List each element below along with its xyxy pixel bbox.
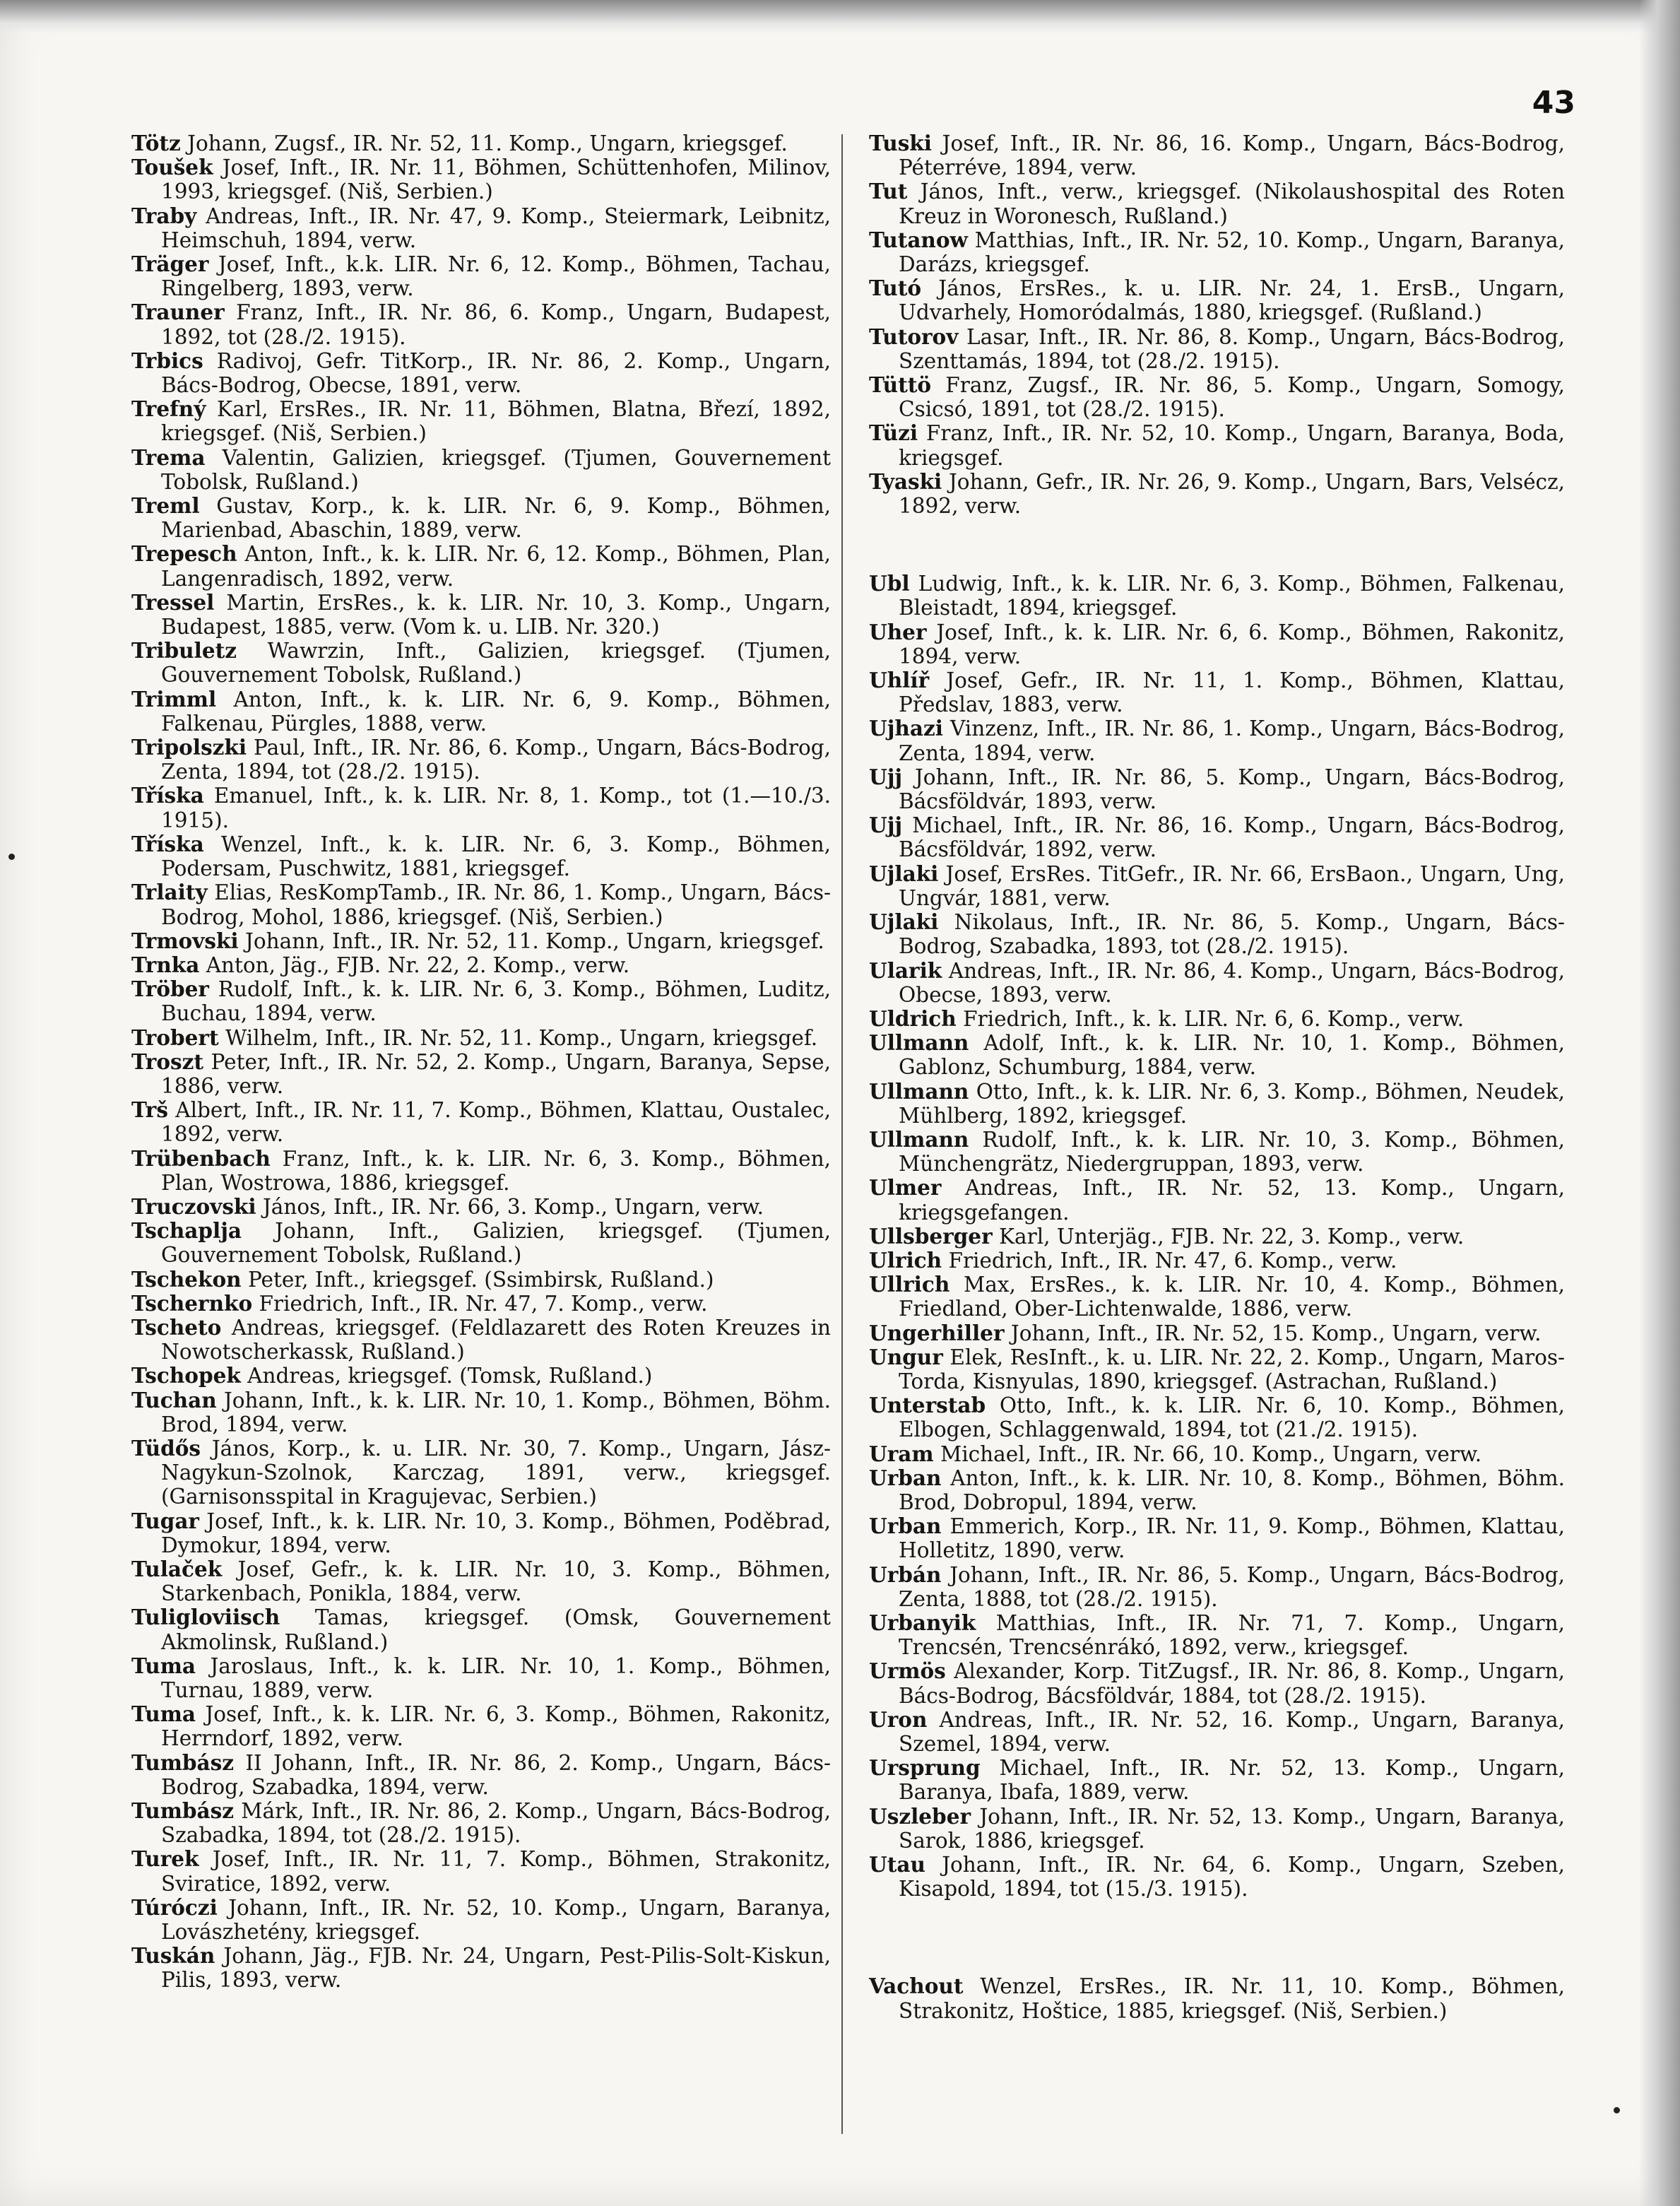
casualty-entry <box>131 1388 831 1437</box>
casualty-entry <box>869 228 1565 276</box>
surname: Trepesch <box>131 541 237 567</box>
surname: Tugar <box>131 1508 199 1533</box>
surname: Tuligloviisch <box>131 1605 280 1630</box>
entry-details: Lasar, Inft., IR. Nr. 86, 8. Komp., Ungarn, Bács-Bodrog, Szenttamás, 1894, tot (28./2. 1915). <box>899 324 1565 373</box>
entry-details: Franz, Inft., IR. Nr. 52, 10. Komp., Ungarn, Baranya, Boda, kriegsgef. <box>899 421 1565 470</box>
entry-details: János, Inft., IR. Nr. 66, 3. Komp., Ungarn, verw. <box>256 1194 764 1219</box>
surname: Tyaski <box>869 468 942 494</box>
left-column <box>131 131 831 1993</box>
casualty-entry <box>869 1225 1565 1249</box>
entry-details: Michael, Inft., IR. Nr. 66, 10. Komp., Ungarn, verw. <box>933 1441 1482 1466</box>
entry-details: Vinzenz, Inft., IR. Nr. 86, 1. Komp., Ungarn, Bács-Bodrog, Zenta, 1894, verw. <box>899 716 1565 765</box>
surname: Trobert <box>131 1025 219 1050</box>
entry-details: Karl, ErsRes., IR. Nr. 11, Böhmen, Blatna, Březí, 1892, kriegsgef. (Niš, Serbien.) <box>161 397 831 446</box>
entry-details: Josef, Gefr., k. k. LIR. Nr. 10, 3. Komp., Böhmen, Starkenbach, Ponikla, 1884, verw. <box>161 1557 831 1606</box>
casualty-entry <box>869 1805 1565 1853</box>
entry-details: Josef, Inft., k. k. LIR. Nr. 6, 6. Komp., Böhmen, Rakonitz, 1894, verw. <box>899 620 1565 668</box>
casualty-entry <box>131 542 831 590</box>
surname: Urbanyik <box>869 1610 976 1635</box>
casualty-entry <box>131 155 831 204</box>
surname: Tuma <box>131 1653 196 1678</box>
surname: Trema <box>131 444 206 470</box>
casualty-entry <box>869 1756 1565 1804</box>
casualty-entry <box>131 300 831 348</box>
casualty-entry <box>131 204 831 252</box>
casualty-entry <box>869 1007 1565 1031</box>
casualty-entry <box>869 131 1565 179</box>
casualty-entry <box>131 832 831 880</box>
margin-speck <box>1614 2107 1620 2113</box>
casualty-entry <box>869 1080 1565 1128</box>
surname: Ujj <box>869 813 903 838</box>
casualty-entry <box>869 1611 1565 1659</box>
surname: Tüzi <box>869 420 918 446</box>
page-top-shadow <box>0 0 1680 33</box>
entry-details: Johann, Inft., k. k. LIR. Nr. 10, 1. Komp., Böhmen, Böhm. Brod, 1894, verw. <box>161 1388 831 1437</box>
entry-details: Alexander, Korp. TitZugsf., IR. Nr. 86, 8. Komp., Ungarn, Bács-Bodrog, Bácsföldvár, 1884, tot (28./2. 1915). <box>899 1659 1565 1708</box>
casualty-entry <box>869 1031 1565 1079</box>
surname: Tutorov <box>869 324 959 349</box>
entry-details: Johann, Inft., IR. Nr. 86, 5. Komp., Ungarn, Bács-Bodrog, Zenta, 1888, tot (28./2. 1915). <box>899 1562 1565 1611</box>
surname: Ujj <box>869 764 903 789</box>
surname: Unterstab <box>869 1393 986 1418</box>
casualty-entry <box>869 1393 1565 1441</box>
surname: Trlaity <box>131 880 208 905</box>
surname: Tumbász <box>131 1750 235 1775</box>
surname: Ullsberger <box>869 1223 993 1249</box>
casualty-entry <box>869 813 1565 861</box>
entry-details: Otto, Inft., k. k. LIR. Nr. 6, 3. Komp., Böhmen, Neudek, Mühlberg, 1892, kriegsgef. <box>899 1079 1565 1128</box>
entry-details: Anton, Inft., k. k. LIR. Nr. 6, 9. Komp., Böhmen, Falkenau, Pürgles, 1888, verw. <box>161 687 831 736</box>
entry-details: Radivoj, Gefr. TitKorp., IR. Nr. 86, 2. Komp., Ungarn, Bács-Bodrog, Obecse, 1891, verw. <box>161 348 831 398</box>
entry-details: Johann, Inft., IR. Nr. 52, 11. Komp., Ungarn, kriegsgef. <box>238 928 824 953</box>
entry-details: Jaroslaus, Inft., k. k. LIR. Nr. 10, 1. Komp., Böhmen, Turnau, 1889, verw. <box>161 1653 831 1702</box>
casualty-entry <box>131 1098 831 1146</box>
casualty-entry <box>869 1974 1565 2022</box>
surname: Uram <box>869 1441 934 1466</box>
surname: Treml <box>131 493 200 519</box>
entry-details: Wenzel, ErsRes., IR. Nr. 11, 10. Komp., Böhmen, Strakonitz, Hoštice, 1885, kriegsgef. (Niš, Serbien.) <box>899 1974 1565 2023</box>
surname: Tröber <box>131 977 209 1002</box>
surname: Ursprung <box>869 1755 981 1781</box>
casualty-entry <box>869 765 1565 813</box>
surname: Trefný <box>131 396 206 422</box>
surname: Truczovski <box>131 1193 256 1219</box>
page-number: 43 <box>1532 85 1575 121</box>
surname: Tulaček <box>131 1556 223 1581</box>
entry-details: Gustav, Korp., k. k. LIR. Nr. 6, 9. Komp., Böhmen, Marienbad, Abaschin, 1889, verw. <box>161 494 831 543</box>
entry-details: Emanuel, Inft., k. k. LIR. Nr. 8, 1. Komp., tot (1.—10./3. 1915). <box>161 784 831 832</box>
entry-details: Paul, Inft., IR. Nr. 86, 6. Komp., Ungarn, Bács-Bodrog, Zenta, 1894, tot (28./2. 1915). <box>161 736 831 784</box>
entry-details: Nikolaus, Inft., IR. Nr. 86, 5. Komp., Ungarn, Bács-Bodrog, Szabadka, 1893, tot (28./2. 1915). <box>899 910 1565 959</box>
entry-details: Johann, Inft., IR. Nr. 86, 5. Komp., Ungarn, Bács-Bodrog, Bácsföldvár, 1893, verw. <box>899 765 1565 814</box>
entry-details: Andreas, kriegsgef. (Feldlazarett des Roten Kreuzes in Nowotscherkassk, Rußland.) <box>161 1315 831 1364</box>
surname: Urban <box>869 1514 942 1539</box>
entry-details: Andreas, Inft., IR. Nr. 52, 13. Komp., Ungarn, kriegsgefangen. <box>899 1176 1565 1225</box>
surname: Tüdős <box>131 1435 201 1461</box>
casualty-entry <box>869 1563 1565 1611</box>
surname: Ullmann <box>869 1078 969 1104</box>
surname: Túróczi <box>131 1894 218 1920</box>
surname: Traby <box>131 203 197 228</box>
casualty-entry <box>869 179 1565 228</box>
casualty-entry <box>131 1219 831 1267</box>
entry-details: Josef, Inft., k. k. LIR. Nr. 6, 3. Komp., Böhmen, Rakonitz, Herrndorf, 1892, verw. <box>161 1702 831 1751</box>
entry-details: Max, ErsRes., k. k. LIR. Nr. 10, 4. Komp., Böhmen, Friedland, Ober-Lichtenwalde, 1886, verw. <box>899 1273 1565 1321</box>
surname: Troszt <box>131 1049 204 1074</box>
casualty-entry <box>131 1292 831 1316</box>
surname: Tuchan <box>131 1387 217 1412</box>
surname: Tschaplja <box>131 1218 242 1244</box>
entry-details: Elek, ResInft., k. u. LIR. Nr. 22, 2. Komp., Ungarn, Maros-Torda, Kisnyulas, 1890, kriegsgef. (Astrachan, Rußland.) <box>899 1345 1565 1393</box>
entry-details: János, Inft., verw., kriegsgef. (Nikolaushospital des Roten Kreuz in Woronesch, Rußland.) <box>899 179 1565 228</box>
right-column <box>869 131 1565 2023</box>
entry-details: Andreas, Inft., IR. Nr. 47, 9. Komp., Steiermark, Leibnitz, Heimschuh, 1894, verw. <box>161 204 831 252</box>
entry-details: Johann, Inft., IR. Nr. 52, 10. Komp., Ungarn, Baranya, Lovászhetény, kriegsgef. <box>161 1895 831 1945</box>
casualty-entry <box>131 494 831 542</box>
casualty-entry <box>131 688 831 736</box>
entry-details: Matthias, Inft., IR. Nr. 52, 10. Komp., Ungarn, Baranya, Darázs, kriegsgef. <box>899 228 1565 277</box>
surname: Tripolszki <box>131 735 247 760</box>
surname: Träger <box>131 252 209 277</box>
casualty-entry <box>869 1321 1565 1345</box>
entry-details: Rudolf, Inft., k. k. LIR. Nr. 6, 3. Komp., Böhmen, Luditz, Buchau, 1894, verw. <box>161 977 831 1026</box>
casualty-entry <box>869 572 1565 620</box>
entry-details: Andreas, Inft., IR. Nr. 52, 16. Komp., Ungarn, Baranya, Szemel, 1894, verw. <box>899 1707 1565 1756</box>
casualty-entry <box>869 421 1565 469</box>
casualty-entry <box>131 1751 831 1799</box>
entry-details: Elias, ResKompTamb., IR. Nr. 86, 1. Komp., Ungarn, Bács-Bodrog, Mohol, 1886, kriegsgef. (Niš, Serbien.) <box>161 880 831 929</box>
entry-details: János, ErsRes., k. u. LIR. Nr. 24, 1. ErsB., Ungarn, Udvarhely, Homoródalmás, 1880, kriegsgef. (Rußland.) <box>899 276 1565 325</box>
entry-details: II Johann, Inft., IR. Nr. 86, 2. Komp., Ungarn, Bács-Bodrog, Szabadka, 1894, verw. <box>161 1750 831 1799</box>
entry-details: Josef, ErsRes. TitGefr., IR. Nr. 66, ErsBaon., Ungarn, Ung, Ungvár, 1881, verw. <box>899 861 1565 910</box>
casualty-entry <box>869 668 1565 716</box>
entry-details: Friedrich, Inft., IR. Nr. 47, 6. Komp., verw. <box>942 1248 1397 1273</box>
surname: Ulrich <box>869 1247 942 1273</box>
casualty-entry <box>869 862 1565 910</box>
casualty-entry <box>131 1509 831 1557</box>
surname: Tuskán <box>131 1943 215 1969</box>
entry-details: Anton, Inft., k. k. LIR. Nr. 10, 8. Komp., Böhmen, Böhm. Brod, Dobropul, 1894, verw. <box>899 1465 1565 1514</box>
casualty-entry <box>869 1176 1565 1224</box>
entry-details: Martin, ErsRes., k. k. LIR. Nr. 10, 3. Komp., Ungarn, Budapest, 1885, verw. (Vom k. u. LIB. Nr. 320.) <box>161 590 831 639</box>
casualty-entry <box>131 1702 831 1750</box>
entry-details: Friedrich, Inft., k. k. LIR. Nr. 6, 6. Komp., verw. <box>956 1006 1465 1031</box>
entry-details: Johann, Inft., IR. Nr. 52, 13. Komp., Ungarn, Baranya, Sarok, 1886, kriegsgef. <box>899 1804 1565 1853</box>
casualty-entry <box>131 1147 831 1195</box>
casualty-entry <box>869 1514 1565 1562</box>
surname: Trbics <box>131 348 203 373</box>
entry-details: Michael, Inft., IR. Nr. 52, 13. Komp., Ungarn, Baranya, Ibafa, 1889, verw. <box>899 1756 1565 1805</box>
casualty-entry <box>869 1853 1565 1901</box>
entry-details: Johann, Jäg., FJB. Nr. 24, Ungarn, Pest-Pilis-Solt-Kiskun, Pilis, 1893, verw. <box>161 1944 831 1993</box>
page-right-shadow <box>1639 0 1680 2206</box>
casualty-entry <box>131 639 831 687</box>
surname: Utau <box>869 1852 925 1877</box>
casualty-entry <box>131 446 831 494</box>
surname: Tříska <box>131 783 204 808</box>
casualty-entry <box>131 1896 831 1944</box>
entry-details: Emmerich, Korp., IR. Nr. 11, 9. Komp., Böhmen, Klattau, Holletitz, 1890, verw. <box>899 1514 1565 1563</box>
surname: Tříska <box>131 831 204 856</box>
entry-details: Otto, Inft., k. k. LIR. Nr. 6, 10. Komp., Böhmen, Elbogen, Schlaggenwald, 1894, tot (21./2. 1915). <box>899 1393 1565 1442</box>
casualty-entry <box>869 325 1565 373</box>
section-gap <box>869 1901 1565 1974</box>
entry-details: Josef, Inft., k.k. LIR. Nr. 6, 12. Komp., Böhmen, Tachau, Ringelberg, 1893, verw. <box>161 252 831 301</box>
column-divider <box>841 134 843 2134</box>
surname: Tschekon <box>131 1266 242 1292</box>
entry-details: Matthias, Inft., IR. Nr. 71, 7. Komp., Ungarn, Trencsén, Trencsénrákó, 1892, verw., kriegsgef. <box>899 1610 1565 1660</box>
casualty-entry <box>131 1050 831 1098</box>
casualty-entry <box>131 1437 831 1509</box>
casualty-entry <box>869 1249 1565 1273</box>
casualty-entry <box>131 1847 831 1895</box>
surname: Tribuletz <box>131 638 237 663</box>
entry-details: Josef, Inft., IR. Nr. 11, Böhmen, Schüttenhofen, Milinov, 1993, kriegsgef. (Niš, Serbien.) <box>161 155 831 204</box>
casualty-entry <box>131 1195 831 1219</box>
surname: Uher <box>869 619 927 644</box>
surname: Tschernko <box>131 1290 253 1316</box>
entry-details: Tamas, kriegsgef. (Omsk, Gouvernement Akmolinsk, Rußland.) <box>161 1605 831 1654</box>
surname: Ujlaki <box>869 861 939 886</box>
surname: Ullmann <box>869 1126 969 1152</box>
casualty-entry <box>131 349 831 397</box>
entry-details: Josef, Inft., k. k. LIR. Nr. 10, 3. Komp., Böhmen, Poděbrad, Dymokur, 1894, verw. <box>161 1509 831 1557</box>
margin-speck <box>8 854 15 860</box>
casualty-entry <box>131 1605 831 1653</box>
casualty-entry <box>869 910 1565 958</box>
surname: Trimml <box>131 686 217 712</box>
casualty-entry <box>869 1128 1565 1176</box>
casualty-entry <box>131 1268 831 1292</box>
casualty-entry <box>131 1364 831 1388</box>
entry-details: Wawrzin, Inft., Galizien, kriegsgef. (Tjumen, Gouvernement Tobolsk, Rußland.) <box>161 639 831 688</box>
casualty-entry <box>131 1557 831 1605</box>
casualty-entry <box>869 373 1565 421</box>
surname: Uhlíř <box>869 668 930 693</box>
surname: Ullmann <box>869 1030 969 1056</box>
surname: Uldrich <box>869 1005 957 1031</box>
casualty-entry <box>131 736 831 784</box>
casualty-entry <box>869 1466 1565 1514</box>
surname: Urban <box>869 1465 942 1490</box>
entry-details: Rudolf, Inft., k. k. LIR. Nr. 10, 3. Komp., Böhmen, Münchengrätz, Niedergruppan, 1893, verw. <box>899 1127 1565 1176</box>
entry-details: Franz, Inft., k. k. LIR. Nr. 6, 3. Komp., Böhmen, Plan, Wostrowa, 1886, kriegsgef. <box>161 1146 831 1195</box>
entry-details: Anton, Inft., k. k. LIR. Nr. 6, 12. Komp., Böhmen, Plan, Langenradisch, 1892, verw. <box>161 542 831 591</box>
casualty-entry <box>131 880 831 928</box>
surname: Trnka <box>131 952 200 977</box>
casualty-entry <box>131 591 831 639</box>
surname: Ubl <box>869 571 910 596</box>
casualty-entry <box>869 716 1565 765</box>
section-gap <box>869 518 1565 572</box>
surname: Ujhazi <box>869 716 943 741</box>
surname: Tumbász <box>131 1798 235 1824</box>
entry-details: Johann, Gefr., IR. Nr. 26, 9. Komp., Ungarn, Bars, Velsécz, 1892, verw. <box>899 469 1565 519</box>
casualty-entry <box>869 1345 1565 1393</box>
entry-details: Valentin, Galizien, kriegsgef. (Tjumen, Gouvernement Tobolsk, Rußland.) <box>161 445 831 494</box>
entry-details: Wilhelm, Inft., IR. Nr. 52, 11. Komp., Ungarn, kriegsgef. <box>218 1025 818 1050</box>
entry-details: Karl, Unterjäg., FJB. Nr. 22, 3. Komp., verw. <box>992 1224 1465 1249</box>
surname: Ulmer <box>869 1175 942 1201</box>
casualty-entry <box>131 1026 831 1050</box>
surname: Tuma <box>131 1701 196 1727</box>
entry-details: Michael, Inft., IR. Nr. 86, 16. Komp., Ungarn, Bács-Bodrog, Bácsföldvár, 1892, verw. <box>899 813 1565 862</box>
entry-details: Franz, Inft., IR. Nr. 86, 6. Komp., Ungarn, Budapest, 1892, tot (28./2. 1915). <box>161 300 831 349</box>
surname: Ujlaki <box>869 909 939 935</box>
surname: Urbán <box>869 1562 942 1587</box>
entry-details: Friedrich, Inft., IR. Nr. 47, 7. Komp., verw. <box>252 1291 708 1316</box>
entry-details: Anton, Jäg., FJB. Nr. 22, 2. Komp., verw. <box>199 952 630 977</box>
casualty-entry <box>131 1799 831 1847</box>
surname: Tuski <box>869 131 932 155</box>
entry-details: János, Korp., k. u. LIR. Nr. 30, 7. Komp., Ungarn, Jász-Nagykun-Szolnok, Karczag, 1891, verw., kriegsgef. (Garnisonsspital in Kragujevac, Serbien.) <box>161 1436 831 1509</box>
surname: Trmovski <box>131 928 239 953</box>
entry-details: Márk, Inft., IR. Nr. 86, 2. Komp., Ungarn, Bács-Bodrog, Szabadka, 1894, tot (28./2. 1915). <box>161 1799 831 1848</box>
surname: Trübenbach <box>131 1145 271 1171</box>
surname: Tressel <box>131 589 215 615</box>
entry-details: Franz, Zugsf., IR. Nr. 86, 5. Komp., Ungarn, Somogy, Csicsó, 1891, tot (28./2. 1915). <box>899 373 1565 422</box>
entry-details: Johann, Inft., Galizien, kriegsgef. (Tjumen, Gouvernement Tobolsk, Rußland.) <box>161 1219 831 1268</box>
entry-details: Josef, Gefr., IR. Nr. 11, 1. Komp., Böhmen, Klattau, Předslav, 1883, verw. <box>899 668 1565 717</box>
surname: Vachout <box>869 1974 964 1999</box>
surname: Tutanow <box>869 227 968 252</box>
surname: Toušek <box>131 155 213 180</box>
entry-details: Josef, Inft., IR. Nr. 11, 7. Komp., Böhmen, Strakonitz, Sviratice, 1892, verw. <box>161 1847 831 1896</box>
casualty-entry <box>131 953 831 977</box>
casualty-entry <box>869 1442 1565 1466</box>
surname: Tschopek <box>131 1363 241 1388</box>
surname: Turek <box>131 1846 199 1872</box>
surname: Tut <box>869 179 908 204</box>
casualty-entry <box>131 784 831 832</box>
casualty-entry <box>869 959 1565 1007</box>
surname: Trauner <box>131 300 225 325</box>
surname: Ungerhiller <box>869 1320 1005 1345</box>
entry-details: Peter, Inft., IR. Nr. 52, 2. Komp., Ungarn, Baranya, Sepse, 1886, verw. <box>161 1049 831 1098</box>
surname: Uron <box>869 1706 928 1732</box>
entry-details: Andreas, Inft., IR. Nr. 86, 4. Komp., Ungarn, Bács-Bodrog, Obecse, 1893, verw. <box>899 958 1565 1007</box>
casualty-entry <box>131 1654 831 1702</box>
casualty-entry <box>131 1316 831 1364</box>
casualty-entry <box>131 252 831 300</box>
casualty-entry <box>869 620 1565 668</box>
casualty-entry <box>131 397 831 445</box>
casualty-entry <box>131 131 831 155</box>
entry-details: Adolf, Inft., k. k. LIR. Nr. 10, 1. Komp., Böhmen, Gablonz, Schumburg, 1884, verw. <box>899 1031 1565 1080</box>
surname: Tüttö <box>869 372 932 398</box>
surname: Tutó <box>869 276 921 301</box>
entry-details: Johann, Inft., IR. Nr. 52, 15. Komp., Ungarn, verw. <box>1004 1321 1542 1345</box>
casualty-entry <box>131 929 831 953</box>
surname: Ularik <box>869 957 942 983</box>
entry-details: Albert, Inft., IR. Nr. 11, 7. Komp., Böhmen, Klattau, Oustalec, 1892, verw. <box>161 1098 831 1147</box>
entry-details: Johann, Inft., IR. Nr. 64, 6. Komp., Ungarn, Szeben, Kisapold, 1894, tot (15./3. 1915). <box>899 1853 1565 1901</box>
entry-details: Johann, Zugsf., IR. Nr. 52, 11. Komp., Ungarn, kriegsgef. <box>180 131 788 155</box>
surname: Tscheto <box>131 1314 222 1340</box>
surname: Ungur <box>869 1344 943 1369</box>
entry-details: Peter, Inft., kriegsgef. (Ssimbirsk, Rußland.) <box>241 1267 714 1292</box>
entry-details: Josef, Inft., IR. Nr. 86, 16. Komp., Ungarn, Bács-Bodrog, Péterréve, 1894, verw. <box>899 131 1565 180</box>
casualty-entry <box>869 1659 1565 1707</box>
surname: Tötz <box>131 131 181 155</box>
casualty-entry <box>131 977 831 1025</box>
surname: Uszleber <box>869 1803 971 1829</box>
casualty-entry <box>869 1273 1565 1321</box>
casualty-entry <box>869 470 1565 518</box>
surname: Trš <box>131 1097 168 1123</box>
casualty-entry <box>869 276 1565 324</box>
entry-details: Andreas, kriegsgef. (Tomsk, Rußland.) <box>240 1364 653 1388</box>
surname: Ullrich <box>869 1272 950 1297</box>
casualty-entry <box>869 1708 1565 1756</box>
casualty-entry <box>131 1944 831 1992</box>
entry-details: Ludwig, Inft., k. k. LIR. Nr. 6, 3. Komp., Böhmen, Falkenau, Bleistadt, 1894, kriegsgef. <box>899 572 1565 620</box>
surname: Urmös <box>869 1658 946 1684</box>
entry-details: Wenzel, Inft., k. k. LIR. Nr. 6, 3. Komp., Böhmen, Podersam, Puschwitz, 1881, kriegsgef. <box>161 832 831 881</box>
